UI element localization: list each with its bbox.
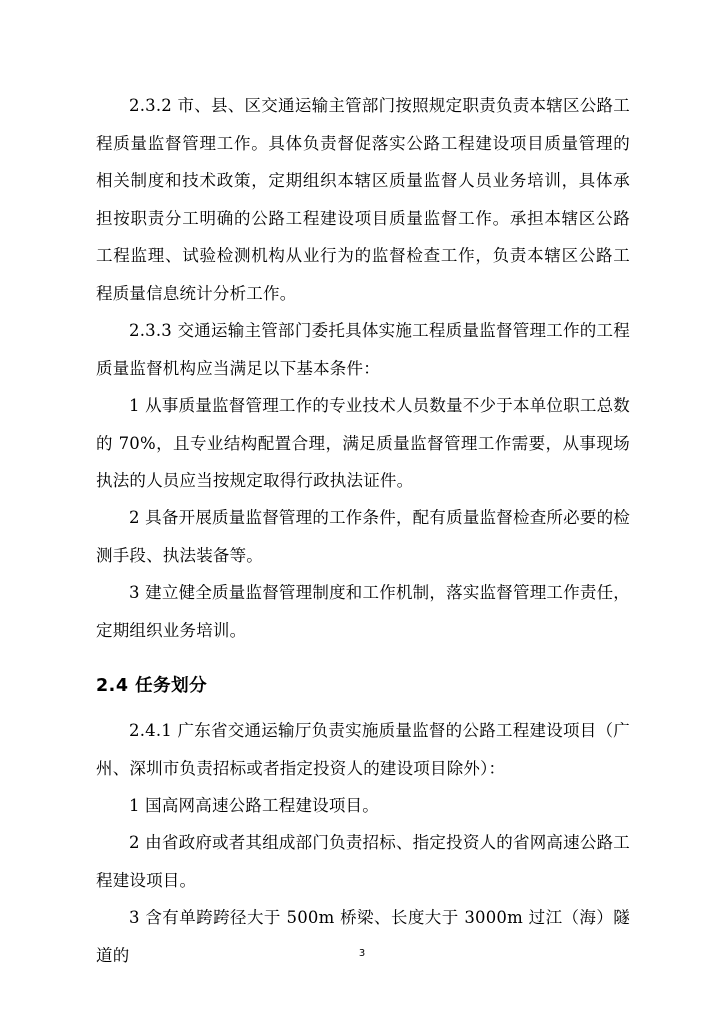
- project-item-2: 2 由省政府或者其组成部门负责招标、指定投资人的省网高速公路工程建设项目。: [96, 833, 630, 890]
- condition-item-2: 2 具备开展质量监督管理的工作条件，配有质量监督检查所必要的检测手段、执法装备等。: [96, 508, 630, 565]
- condition-item-1: 1 从事质量监督管理工作的专业技术人员数量不少于本单位职工总数的 70%，且专业结构配置合理，满足质量监督管理工作需要，从事现场执法的人员应当按规定取得行政执法证件。: [96, 396, 630, 490]
- project-item-3: 3 含有单跨跨径大于 500m 桥梁、长度大于 3000m 过江（海）隧道的: [96, 908, 630, 965]
- paragraph-2-3-2: 2.3.2 市、县、区交通运输主管部门按照规定职责负责本辖区公路工程质量监督管理工作。具体负责督促落实公路工程建设项目质量管理的相关制度和技术政策，定期组织本辖区质量监督人员业务培训，具体承担按职责分工明确的公路工程建设项目质量监督工作。承担本辖区公路工程监理、试验检测机构从业行为的监督检查工作，负责本辖区公路工程质量信息统计分析工作。: [96, 96, 630, 303]
- paragraph-2-4-1: 2.4.1 广东省交通运输厅负责实施质量监督的公路工程建设项目（广州、深圳市负责招标或者指定投资人的建设项目除外）：: [96, 721, 630, 778]
- condition-item-3: 3 建立健全质量监督管理制度和工作机制，落实监督管理工作责任，定期组织业务培训。: [96, 583, 630, 640]
- page-number: 3: [358, 948, 366, 959]
- section-heading: 2.4 任务划分: [96, 676, 208, 696]
- paragraph-2-3-3: 2.3.3 交通运输主管部门委托具体实施工程质量监督管理工作的工程质量监督机构应当满足以下基本条件：: [96, 321, 630, 378]
- project-item-1: 1 国高网高速公路工程建设项目。: [129, 796, 379, 815]
